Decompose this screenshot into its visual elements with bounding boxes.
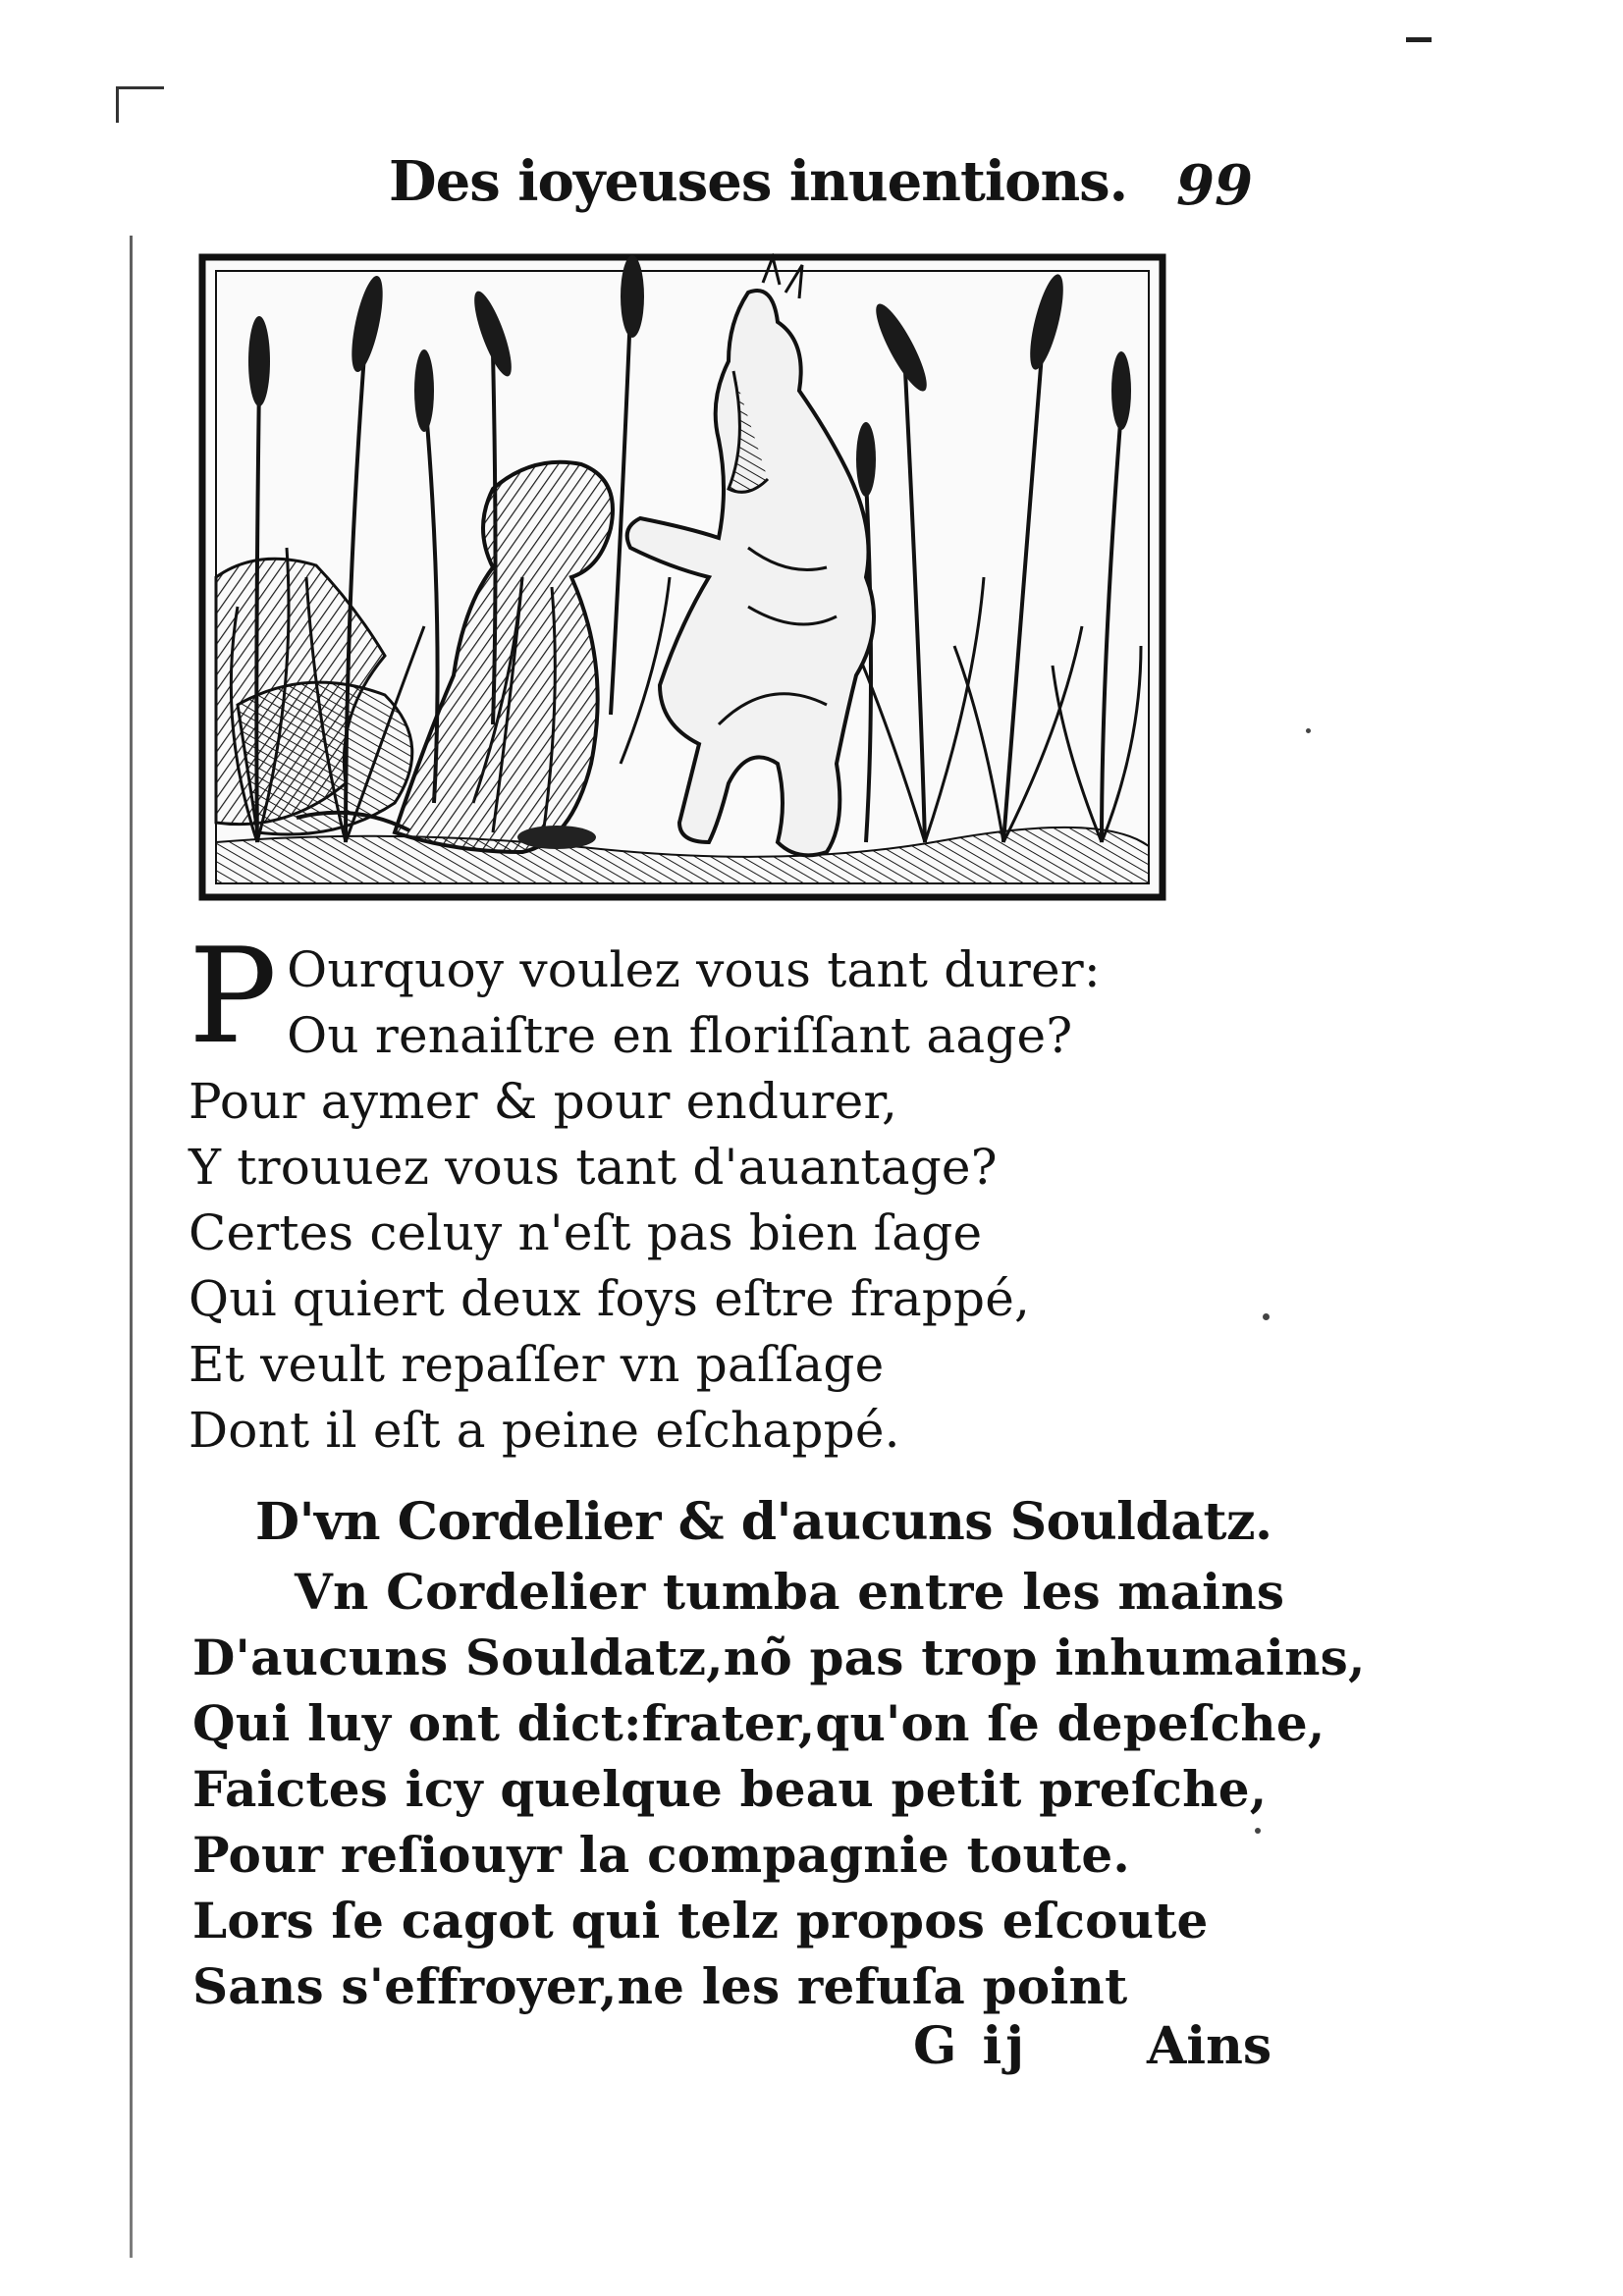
story-block <box>192 1559 1366 2019</box>
section-title: D'vn Cordelier & d'aucuns Souldatz. <box>255 1492 1272 1552</box>
poem-line: Pour aymer & pour endurer, <box>189 1073 898 1130</box>
scan-dash-mark <box>1406 37 1432 42</box>
woodcut-image <box>198 253 1166 901</box>
drop-cap: P <box>189 920 278 1073</box>
scan-speck <box>1306 728 1311 733</box>
story-line: Pour reſiouyr la compagnie toute. <box>192 1826 1130 1884</box>
poem-line: Qui quiert deux foys eſtre frappé, <box>189 1270 1031 1327</box>
folio-number: 99 <box>1176 153 1253 218</box>
story-line: Vn Cordelier tumba entre les mains <box>295 1563 1285 1621</box>
poem-line: Et veult repaſſer vn paſſage <box>189 1336 885 1393</box>
story-line: Qui luy ont dict:frater,qu'on ſe depeſche, <box>192 1694 1325 1752</box>
woodcut-illustration <box>198 253 1166 901</box>
scan-corner-mark <box>116 86 164 123</box>
scan-speck <box>1263 1313 1270 1320</box>
poem-line: Ou renaiſtre en floriſſant aage? <box>287 1007 1073 1064</box>
page-edge-rule <box>130 236 133 2258</box>
story-line: Sans s'effroyer,ne les refuſa point <box>192 1957 1128 2015</box>
running-head: Des ioyeuses inuentions. <box>389 149 1128 214</box>
poem-line: Y trouuez vous tant d'auantage? <box>189 1139 998 1196</box>
story-line: Faictes icy quelque beau petit preſche, <box>192 1760 1268 1818</box>
story-line: D'aucuns Souldatz,nõ pas trop inhumains, <box>192 1629 1366 1686</box>
catchword: Ains <box>1147 2016 1272 2076</box>
poem-line: Ourquoy voulez vous tant durer: <box>287 941 1101 998</box>
poem-line: Certes celuy n'eſt pas bien ſage <box>189 1204 983 1261</box>
story-line: Lors ſe cagot qui telz propos eſcoute <box>192 1892 1209 1949</box>
poem-block <box>189 920 1210 1464</box>
poem-line: Dont il eſt a peine eſchappé. <box>189 1402 900 1459</box>
scan-speck <box>1255 1828 1261 1834</box>
signature-mark: G ij <box>913 2016 1029 2076</box>
